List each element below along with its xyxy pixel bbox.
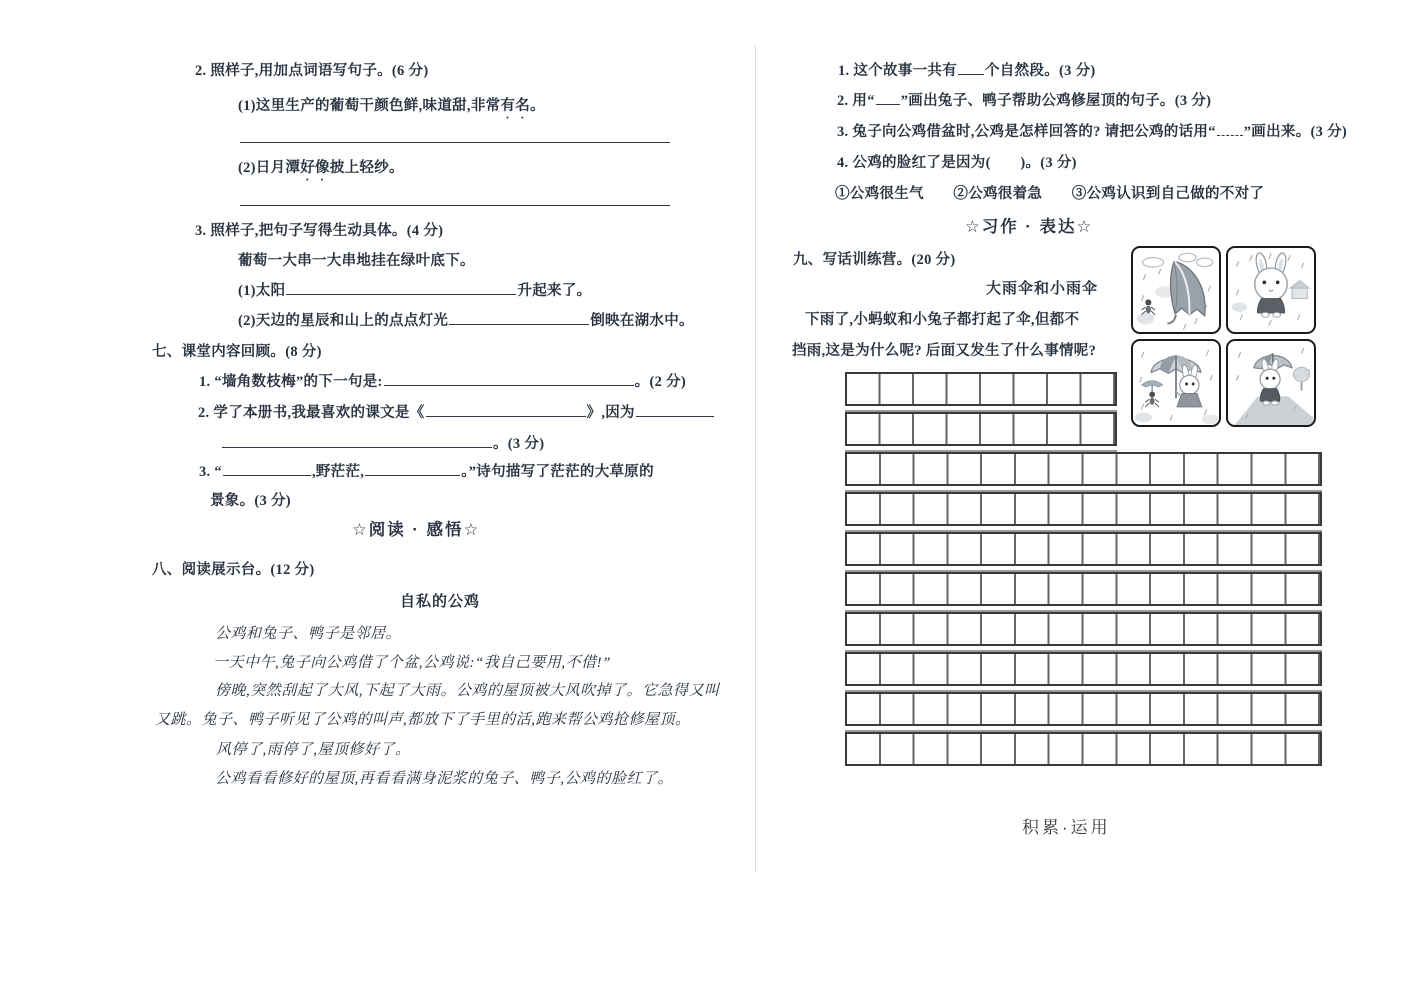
writing-prompt-line: 挡雨,这是为什么呢? 后面又发生了什么事情呢? — [792, 343, 1097, 359]
passage-line: 又跳。兔子、鸭子听见了公鸡的叫声,都放下了手里的活,跑来帮公鸡抢修屋顶。 — [155, 712, 691, 728]
question-3-example: 葡萄一大串一大串地挂在绿叶底下。 — [238, 253, 475, 269]
umbrella-icon — [1167, 261, 1205, 323]
writing-grid-row — [845, 412, 1117, 446]
rq1-pre: 1. 这个故事一共有 — [838, 63, 957, 79]
rq3-pre: 3. 兔子向公鸡借盆时,公鸡是怎样回答的? 请把公鸡的话用“ — [837, 124, 1216, 140]
writing-grid-row — [845, 612, 1322, 646]
answer-blank — [876, 91, 900, 105]
passage-line: 风停了,雨停了,屋顶修好了。 — [216, 742, 411, 758]
page-footer-label: 积累·运用 — [1022, 818, 1111, 837]
section-9-heading: 九、写话训练营。(20 分) — [793, 252, 956, 268]
writing-grid-row — [845, 492, 1322, 526]
sec7-q2-pre: 2. 学了本册书,我最喜欢的课文是《 — [198, 405, 425, 421]
section-7-q3 — [199, 462, 654, 482]
comic-panel-3 — [1131, 339, 1221, 427]
rq2-post: ”画出兔子、鸭子帮助公鸡修屋顶的句子。(3 分) — [900, 93, 1212, 109]
bush-icon — [1137, 313, 1154, 324]
reading-q4-options: ①公鸡很生气 ②公鸡很着急 ③公鸡认识到自己做的不对了 — [835, 186, 1265, 202]
question-2-item-1 — [238, 96, 545, 122]
ant-icon — [1142, 381, 1163, 407]
answer-blank — [286, 281, 516, 295]
answer-line — [240, 142, 670, 143]
q2-item1-period: 。 — [530, 98, 545, 114]
q3-item2-pre: (2)天边的星辰和山上的点点灯光 — [238, 313, 449, 329]
comic-panel-1 — [1131, 246, 1221, 334]
passage-line: 傍晚,突然刮起了大风,下起了大雨。公鸡的屋顶被大风吹掉了。它急得又叫 — [215, 683, 720, 699]
passage-line: 公鸡和兔子、鸭子是邻居。 — [215, 626, 402, 642]
answer-blank — [384, 372, 634, 386]
writing-grid-row — [845, 452, 1322, 486]
question-2-heading: 2. 照样子,用加点词语写句子。(6 分) — [195, 63, 429, 79]
bush-icon — [1135, 413, 1152, 423]
rq1-post: 个自然段。(3 分) — [985, 63, 1096, 79]
sec7-q3-mid: ,野茫茫, — [311, 464, 365, 480]
rabbit-icon — [1260, 359, 1280, 405]
q2-item2-text: (2)日月潭 — [238, 160, 301, 176]
q2-item1-dotted-word: 有名 — [500, 98, 531, 114]
answer-blank — [222, 434, 492, 448]
writing-prompt-title: 大雨伞和小雨伞 — [986, 281, 1099, 297]
reading-section-banner: ☆阅读 · 感悟☆ — [352, 521, 481, 539]
reading-q3 — [837, 122, 1347, 142]
writing-grid-row — [845, 532, 1322, 566]
section-7-q3-continued: 景象。(3 分) — [210, 493, 291, 509]
writing-grid-row — [845, 572, 1322, 606]
sec7-q1-pre: 1. “墙角数枝梅”的下一句是: — [199, 374, 383, 390]
sec7-q1-post: 。(2 分) — [634, 374, 686, 390]
sec7-q2-cont-post: 。(3 分) — [493, 436, 545, 452]
section-7-q2-continued — [221, 434, 544, 454]
section-8-heading: 八、阅读展示台。(12 分) — [152, 562, 315, 578]
passage-title: 自私的公鸡 — [400, 594, 481, 610]
house-icon — [1290, 280, 1309, 298]
q3-item1-pre: (1)太阳 — [238, 283, 286, 299]
q2-item2-tail: 披上轻纱。 — [329, 160, 404, 176]
answer-blank — [449, 311, 589, 325]
question-3-heading: 3. 照样子,把句子写得生动具体。(4 分) — [195, 223, 444, 239]
tree-icon — [1293, 367, 1309, 390]
reading-q2 — [837, 91, 1211, 111]
q3-item2-post: 倒映在湖水中。 — [590, 313, 694, 329]
ant-icon — [1142, 299, 1155, 314]
q3-item1-post: 升起来了。 — [517, 283, 592, 299]
sec7-q2-mid: 》,因为 — [586, 405, 635, 421]
q2-item1-text: (1)这里生产的葡萄干颜色鲜,味道甜,非常 — [238, 98, 501, 114]
sec7-q3-pre: 3. “ — [199, 464, 222, 480]
passage-line: 一天中午,兔子向公鸡借了个盆,公鸡说:“我自己要用,不借!” — [213, 655, 611, 671]
comic-panel-2 — [1226, 246, 1316, 334]
answer-blank — [636, 403, 714, 417]
answer-line — [240, 205, 670, 206]
section-7-q1 — [199, 372, 686, 392]
reading-q4: 4. 公鸡的脸红了是因为( )。(3 分) — [837, 155, 1077, 171]
writing-grid-row — [845, 652, 1322, 686]
rq3-post: ”画出来。(3 分) — [1243, 124, 1348, 140]
section-7-q2 — [198, 403, 715, 423]
rq2-pre: 2. 用“ — [837, 93, 875, 109]
writing-grid-row — [845, 692, 1322, 726]
bush-icon — [1232, 302, 1247, 312]
reading-q1 — [838, 61, 1096, 81]
answer-blank — [426, 403, 586, 417]
section-7-heading: 七、课堂内容回顾。(8 分) — [152, 344, 322, 360]
question-3-item-2 — [238, 311, 694, 331]
writing-grid-row — [845, 372, 1117, 406]
page-divider — [755, 45, 756, 872]
writing-grid-row — [845, 732, 1322, 766]
writing-prompt-line: 下雨了,小蚂蚁和小兔子都打起了伞,但都不 — [805, 312, 1080, 328]
writing-section-banner: ☆习作 · 表达☆ — [965, 218, 1094, 236]
answer-blank-wavy — [1217, 122, 1243, 136]
answer-blank — [223, 462, 311, 476]
comic-panel-4 — [1226, 339, 1316, 427]
rabbit-icon — [1254, 252, 1287, 317]
question-3-item-1 — [238, 281, 591, 301]
comic-strip — [1131, 246, 1316, 427]
question-2-item-2 — [238, 158, 404, 184]
answer-blank — [958, 61, 984, 75]
sec7-q3-post: 。”诗句描写了茫茫的大草原的 — [461, 464, 654, 480]
bush-icon — [1202, 415, 1219, 425]
q2-item2-dotted-word: 好像 — [300, 160, 330, 176]
answer-blank — [365, 462, 460, 476]
passage-line: 公鸡看看修好的屋顶,再看看满身泥浆的兔子、鸭子,公鸡的脸红了。 — [215, 771, 674, 787]
